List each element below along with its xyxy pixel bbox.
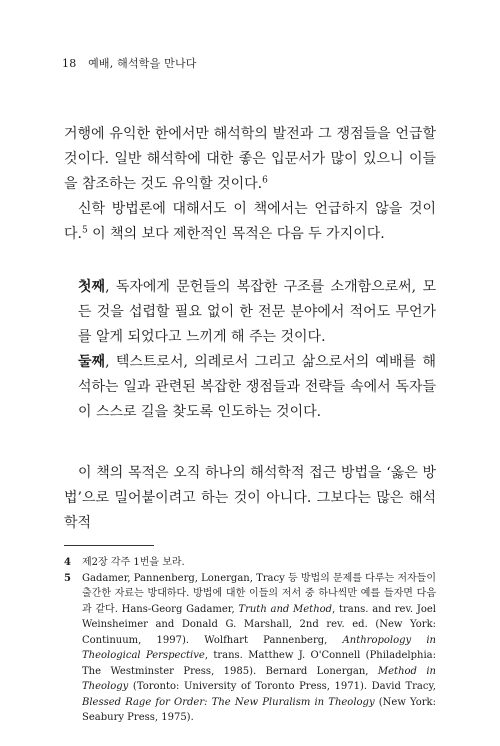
paragraph [64, 197, 436, 247]
footnote-text: Gadamer, Pannenberg, Lonergan, Tracy 등 방법의 문제를 다루는 저자들이 출간한 자료는 방대하다. 방법에 대한 이들의 저서 중 하나씩만 예를 들자면 다음과 같다. Hans-Georg Gadamer, Truth and Method, trans. and rev. Joel Weinsheimer and Donald G. Marshall, 2nd rev. ed. (New York: Continuum, 1997). Wolfhart Pannenberg, Anthropology in Theological Perspective, trans. Matthew J. O'Connell (Philadelphia: The Westminster Press, 1985). Bernard Lonergan, Method in Theology (Toronto: University of Toronto Press, 1971). David Tracy, Blessed Rage for Order: The New Pluralism in Theology (New York: Seabury Press, 1975). [82, 572, 437, 723]
paragraph [64, 122, 436, 197]
page-number: 18 [62, 57, 77, 70]
footnote-ref[interactable]: 5 [81, 225, 88, 236]
footnote-number: 5 [64, 572, 71, 584]
footnotes [64, 555, 436, 726]
paragraph: 이 책의 목적은 오직 하나의 해석학적 접근 방법을 ‘옳은 방법’으로 밀어붙이려고 하는 것이 아니다. 그보다는 많은 해석학적 [64, 465, 436, 531]
footnote-ref[interactable]: 6 [262, 175, 268, 186]
footnote-text: 제2장 각주 1번을 보라. [82, 557, 185, 568]
purpose-list [64, 275, 436, 425]
list-label: 첫째 [78, 279, 106, 295]
paragraph-text: 이 책의 보다 제한적인 목적은 다음 두 가지이다. [92, 226, 385, 242]
running-header [62, 55, 197, 71]
footnote [64, 555, 436, 571]
paragraph-text: 거행에 유익한 한에서만 해석학의 발전과 그 쟁점들을 언급할 것이다. 일반 해석학에 대한 좋은 입문서가 많이 있으니 이들을 참조하는 것도 유익할 것이다. [64, 126, 436, 192]
body-text [64, 122, 436, 247]
list-text: , 독자에게 문헌들의 복잡한 구조를 소개함으로써, 모든 것을 섭렵할 필요 없이 한 전문 분야에서 적어도 무언가를 알게 되었다고 느끼게 해 주는 것이다. [78, 279, 436, 345]
body-text-continued [64, 461, 436, 536]
footnote [64, 571, 436, 726]
running-title: 예배, 해석학을 만나다 [88, 57, 197, 70]
list-label: 둘째 [78, 354, 106, 370]
list-item [78, 275, 436, 350]
list-text: , 텍스트로서, 의례로서 그리고 삶으로서의 예배를 해석하는 일과 관련된 복잡한 쟁점들과 전략들 속에서 독자들이 스스로 길을 찾도록 인도하는 것이다. [78, 354, 436, 420]
paragraph-text: 신학 방법론에 대해서도 이 책에서는 언급하지 않을 것이다. [64, 201, 436, 242]
list-item [78, 350, 436, 425]
footnote-number: 4 [64, 557, 71, 568]
footnote-divider [64, 545, 154, 546]
